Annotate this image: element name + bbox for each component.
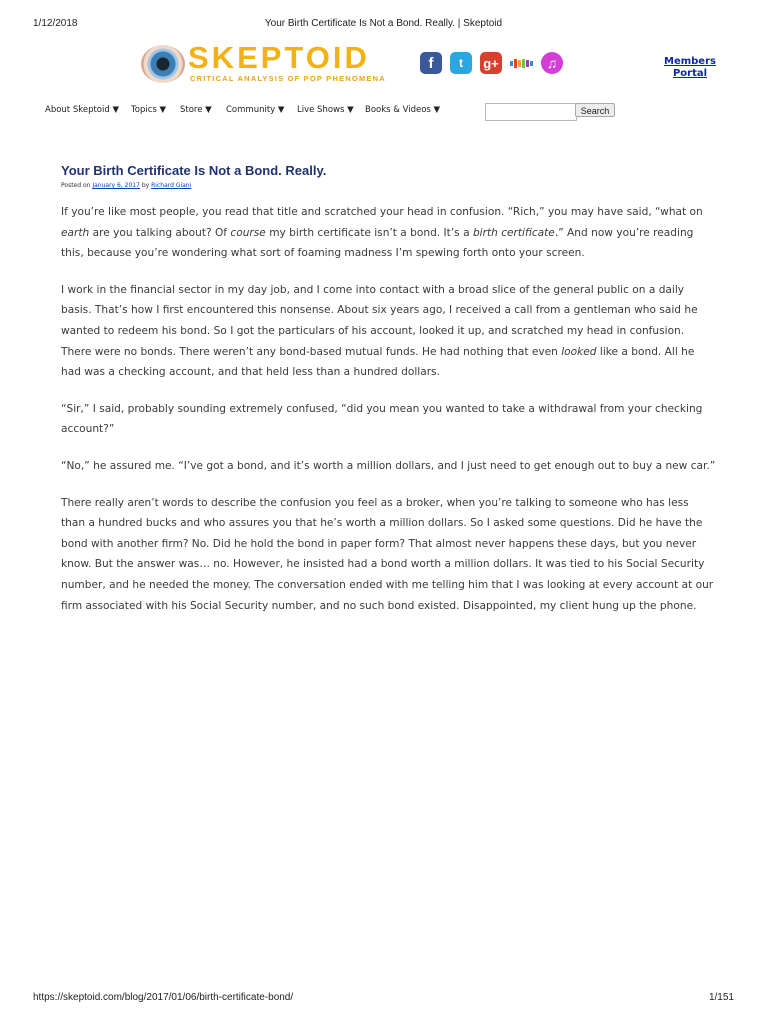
article-paragraph: If you’re like most people, you read that title and scratched your head in confusion. “Rich,” you may have said, “what on earth are you talking about? Of course my birth certificate isn’t a bond. It’s a birth certificate.” And now you’re reading this, because you’re wondering what sort of foaming madness I’m spewing forth onto your screen. [61, 206, 703, 260]
article-paragraph: “Sir,” I said, probably sounding extremely confused, “did you mean you wanted to take a withdrawal from your checking account?” [61, 402, 703, 436]
facebook-icon[interactable]: f [420, 52, 442, 74]
article-paragraph: “No,” he assured me. “I’ve got a bond, and it’s worth a million dollars, and I just need to get enough out to buy a new car.” [61, 459, 716, 472]
eye-logo-icon [141, 45, 185, 83]
members-portal-line2: Portal [672, 68, 708, 79]
google-plus-icon[interactable]: g+ [480, 52, 502, 74]
nav-community[interactable]: Community ▼ [226, 105, 285, 115]
print-footer [33, 992, 734, 1006]
by-label: by [141, 182, 150, 189]
print-page-number: 1/151 [708, 992, 734, 1003]
stitcher-icon[interactable] [510, 52, 534, 74]
article-paragraph: There really aren’t words to describe the confusion you feel as a broker, when you’re talking to someone who has less than a hundred bucks and who assures you that he’s worth a million dollars. So I asked some questions. Did he have the bond with another firm? No. Did he hold the bond in paper form? That almost never happens these days, but you never know. But the answer was… no. However, he insisted had a bond worth a million dollars. It was tied to his Social Security number, and he needed the money. The conversation ended with me telling him that I was looking at every account at our firm associated with his Social Security number, and no such bond existed. Disappointed, my client hung up the phone. [61, 496, 714, 612]
nav-topics[interactable]: Topics ▼ [131, 105, 167, 115]
twitter-icon[interactable]: t [450, 52, 472, 74]
print-page-title: Your Birth Certificate Is Not a Bond. Really. | Skeptoid [264, 18, 503, 29]
post-date-link[interactable]: January 6, 2017 [92, 182, 140, 189]
article-body [61, 202, 716, 632]
nav-about-skeptoid[interactable]: About Skeptoid ▼ [45, 105, 120, 115]
logo-brand-text: SKEPTOID [188, 40, 370, 75]
print-url: https://skeptoid.com/blog/2017/01/06/birth-certificate-bond/ [33, 992, 294, 1003]
members-portal-link[interactable] [662, 56, 718, 80]
itunes-icon[interactable]: ♫ [541, 52, 563, 74]
members-portal-line1: Members [664, 56, 716, 67]
posted-on-label: Posted on [61, 182, 91, 189]
logo-tagline: CRITICAL ANALYSIS OF POP PHENOMENA [190, 74, 386, 83]
print-date: 1/12/2018 [33, 18, 78, 29]
article-title: Your Birth Certificate Is Not a Bond. Really. [61, 163, 327, 178]
search-button[interactable]: Search [575, 103, 615, 117]
nav-store[interactable]: Store ▼ [180, 105, 212, 115]
nav-live-shows[interactable]: Live Shows ▼ [297, 105, 354, 115]
author-link[interactable]: Richard Giani [151, 182, 192, 189]
search-input[interactable] [485, 103, 577, 121]
skeptoid-logo[interactable] [141, 40, 386, 88]
article-paragraph: I work in the financial sector in my day job, and I come into contact with a broad slice of the general public on a daily basis. That’s how I first encountered this nonsense. About six years ago, I received a call from a gentleman who said he wanted to redeem his bond. So I got the particulars of his account, looked it up, and scratched my head in confusion. There were no bonds. There weren’t any bond-based mutual funds. He had nothing that even looked like a bond. All he had was a checking account, and that held less than a hundred dollars. [61, 283, 698, 379]
nav-books-videos[interactable]: Books & Videos ▼ [365, 105, 441, 115]
article-byline [61, 182, 191, 189]
print-header [33, 18, 734, 32]
